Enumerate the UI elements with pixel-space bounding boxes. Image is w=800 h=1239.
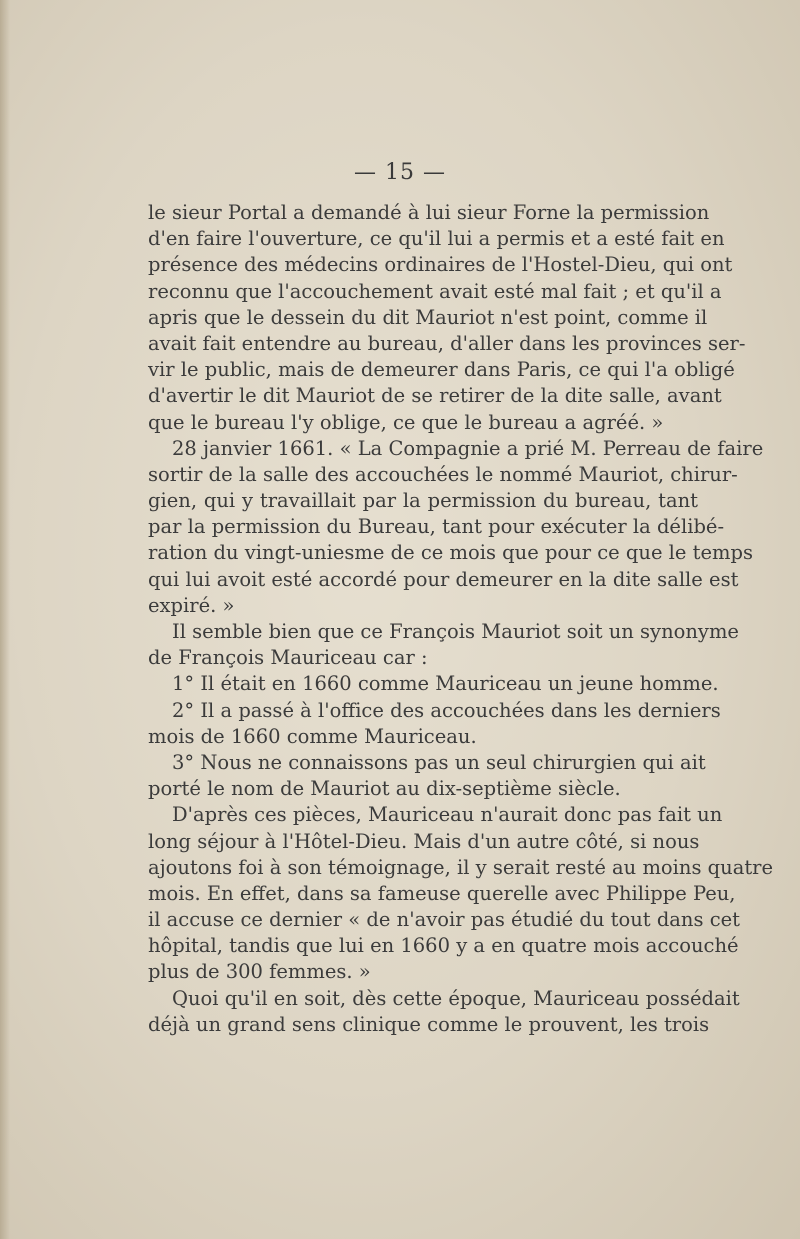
text-line: ration du vingt-uniesme de ce mois que pour ce que le temps (148, 541, 754, 565)
text-line: sortir de la salle des accouchées le nommé Mauriot, chirur- (148, 462, 738, 486)
text-line: d'en faire l'ouverture, ce qu'il lui a permis et a esté fait en (148, 227, 725, 251)
text-line: présence des médecins ordinaires de l'Hostel-Dieu, qui ont (148, 253, 733, 277)
text-line: que le bureau l'y oblige, ce que le bureau a agréé. » (148, 410, 664, 434)
text-line: gien, qui y travaillait par la permission du bureau, tant (148, 489, 698, 513)
text-line: qui lui avoit esté accordé pour demeurer en la dite salle est (148, 567, 739, 591)
text-line: avait fait entendre au bureau, d'aller dans les provinces ser- (148, 331, 746, 355)
text-line: d'avertir le dit Mauriot de se retirer de la dite salle, avant (148, 384, 722, 408)
text-line: 2° Il a passé à l'office des accouchées dans les derniers (172, 698, 721, 722)
text-line: 1° Il était en 1660 comme Mauriceau un jeune homme. (172, 672, 719, 696)
page-edge-shadow (0, 0, 10, 1239)
text-line: D'après ces pièces, Mauriceau n'aurait donc pas fait un (172, 803, 723, 827)
text-line: reconnu que l'accouchement avait esté mal fait ; et qu'il a (148, 279, 722, 303)
text-line: le sieur Portal a demandé à lui sieur Forne la permission (148, 201, 710, 224)
text-line: déjà un grand sens clinique comme le prouvent, les trois (148, 1012, 710, 1036)
text-line: apris que le dessein du dit Mauriot n'est point, comme il (148, 305, 708, 329)
text-line: vir le public, mais de demeurer dans Paris, ce qui l'a obligé (148, 358, 735, 382)
text-line: long séjour à l'Hôtel-Dieu. Mais d'un autre côté, si nous (148, 829, 700, 853)
text-line: mois. En effet, dans sa fameuse querelle avec Philippe Peu, (148, 881, 736, 905)
text-line: Il semble bien que ce François Mauriot soit un synonyme (172, 620, 739, 643)
text-line: Quoi qu'il en soit, dès cette époque, Mauriceau possédait (172, 986, 740, 1010)
body-text (148, 200, 774, 1038)
text-line: ajoutons foi à son témoignage, il y serait resté au moins quatre (148, 855, 774, 879)
text-line: il accuse ce dernier « de n'avoir pas étudié du tout dans cet (148, 908, 740, 932)
text-line: expiré. » (148, 593, 235, 617)
text-line: hôpital, tandis que lui en 1660 y a en quatre mois accouché (148, 934, 739, 958)
text-line: porté le nom de Mauriot au dix-septième siècle. (148, 777, 621, 801)
text-line: mois de 1660 comme Mauriceau. (148, 724, 477, 748)
text-line: 28 janvier 1661. « La Compagnie a prié M. Perreau de faire (172, 436, 764, 460)
text-line: plus de 300 femmes. » (148, 960, 371, 984)
text-line: de François Mauriceau car : (148, 646, 428, 670)
page-number: — 15 — (354, 160, 446, 185)
text-line: 3° Nous ne connaissons pas un seul chirurgien qui ait (172, 750, 706, 774)
text-line: par la permission du Bureau, tant pour exécuter la délibé- (148, 515, 725, 539)
